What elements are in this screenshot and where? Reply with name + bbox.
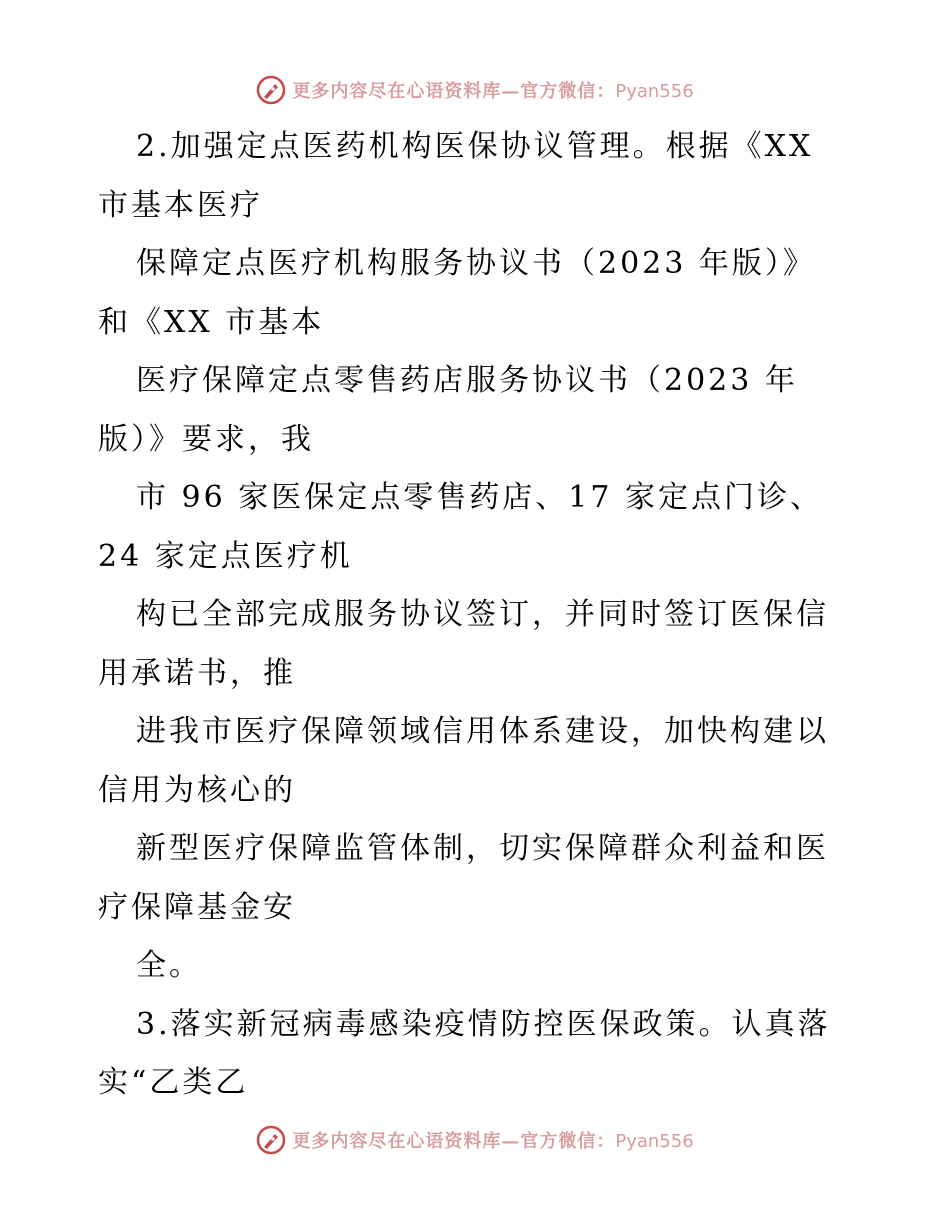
text-line: 市基本医疗 [98, 187, 263, 223]
text-line: 2.加强定点医药机构医保协议管理。根据《XX [136, 129, 814, 164]
watermark-text: 更多内容尽在心语资料库—官方微信：Pyan556 [292, 1131, 694, 1152]
text-line: 新型医疗保障监管体制，切实保障群众利益和医 [136, 831, 829, 866]
text-line: 实“乙类乙 [98, 1065, 249, 1100]
text-line: 保障定点医疗机构服务协议书（2023 年版）》 [136, 246, 816, 281]
text-line: 全。 [136, 948, 202, 983]
text-line: 3.落实新冠病毒感染疫情防控医保政策。认真落 [136, 1006, 831, 1042]
watermark-wechat-id: Pyan556 [615, 1131, 694, 1152]
text-line: 市 96 家医保定点零售药店、17 家定点门诊、 [136, 480, 823, 515]
text-line: 版）》要求，我 [98, 421, 314, 457]
text-line: 进我市医疗保障领域信用体系建设，加快构建以 [136, 714, 829, 749]
watermark-text: 更多内容尽在心语资料库—官方微信：Pyan556 [292, 81, 694, 102]
footer-watermark [0, 1120, 950, 1160]
text-line: 24 家定点医疗机 [98, 538, 353, 574]
text-line: 用承诺书，推 [98, 655, 296, 691]
pen-nib-icon [256, 75, 286, 105]
text-line: 疗保障基金安 [98, 889, 296, 925]
watermark-wechat-id: Pyan556 [615, 81, 694, 102]
text-line: 医疗保障定点零售药店服务协议书（2023 年 [136, 363, 798, 398]
header-watermark [0, 70, 950, 110]
pen-nib-icon [256, 1125, 286, 1155]
text-line: 构已全部完成服务协议签订，并同时签订医保信 [136, 597, 829, 632]
text-line: 信用为核心的 [98, 772, 296, 808]
document-body [98, 118, 858, 1113]
text-line: 和《XX 市基本 [98, 304, 325, 340]
